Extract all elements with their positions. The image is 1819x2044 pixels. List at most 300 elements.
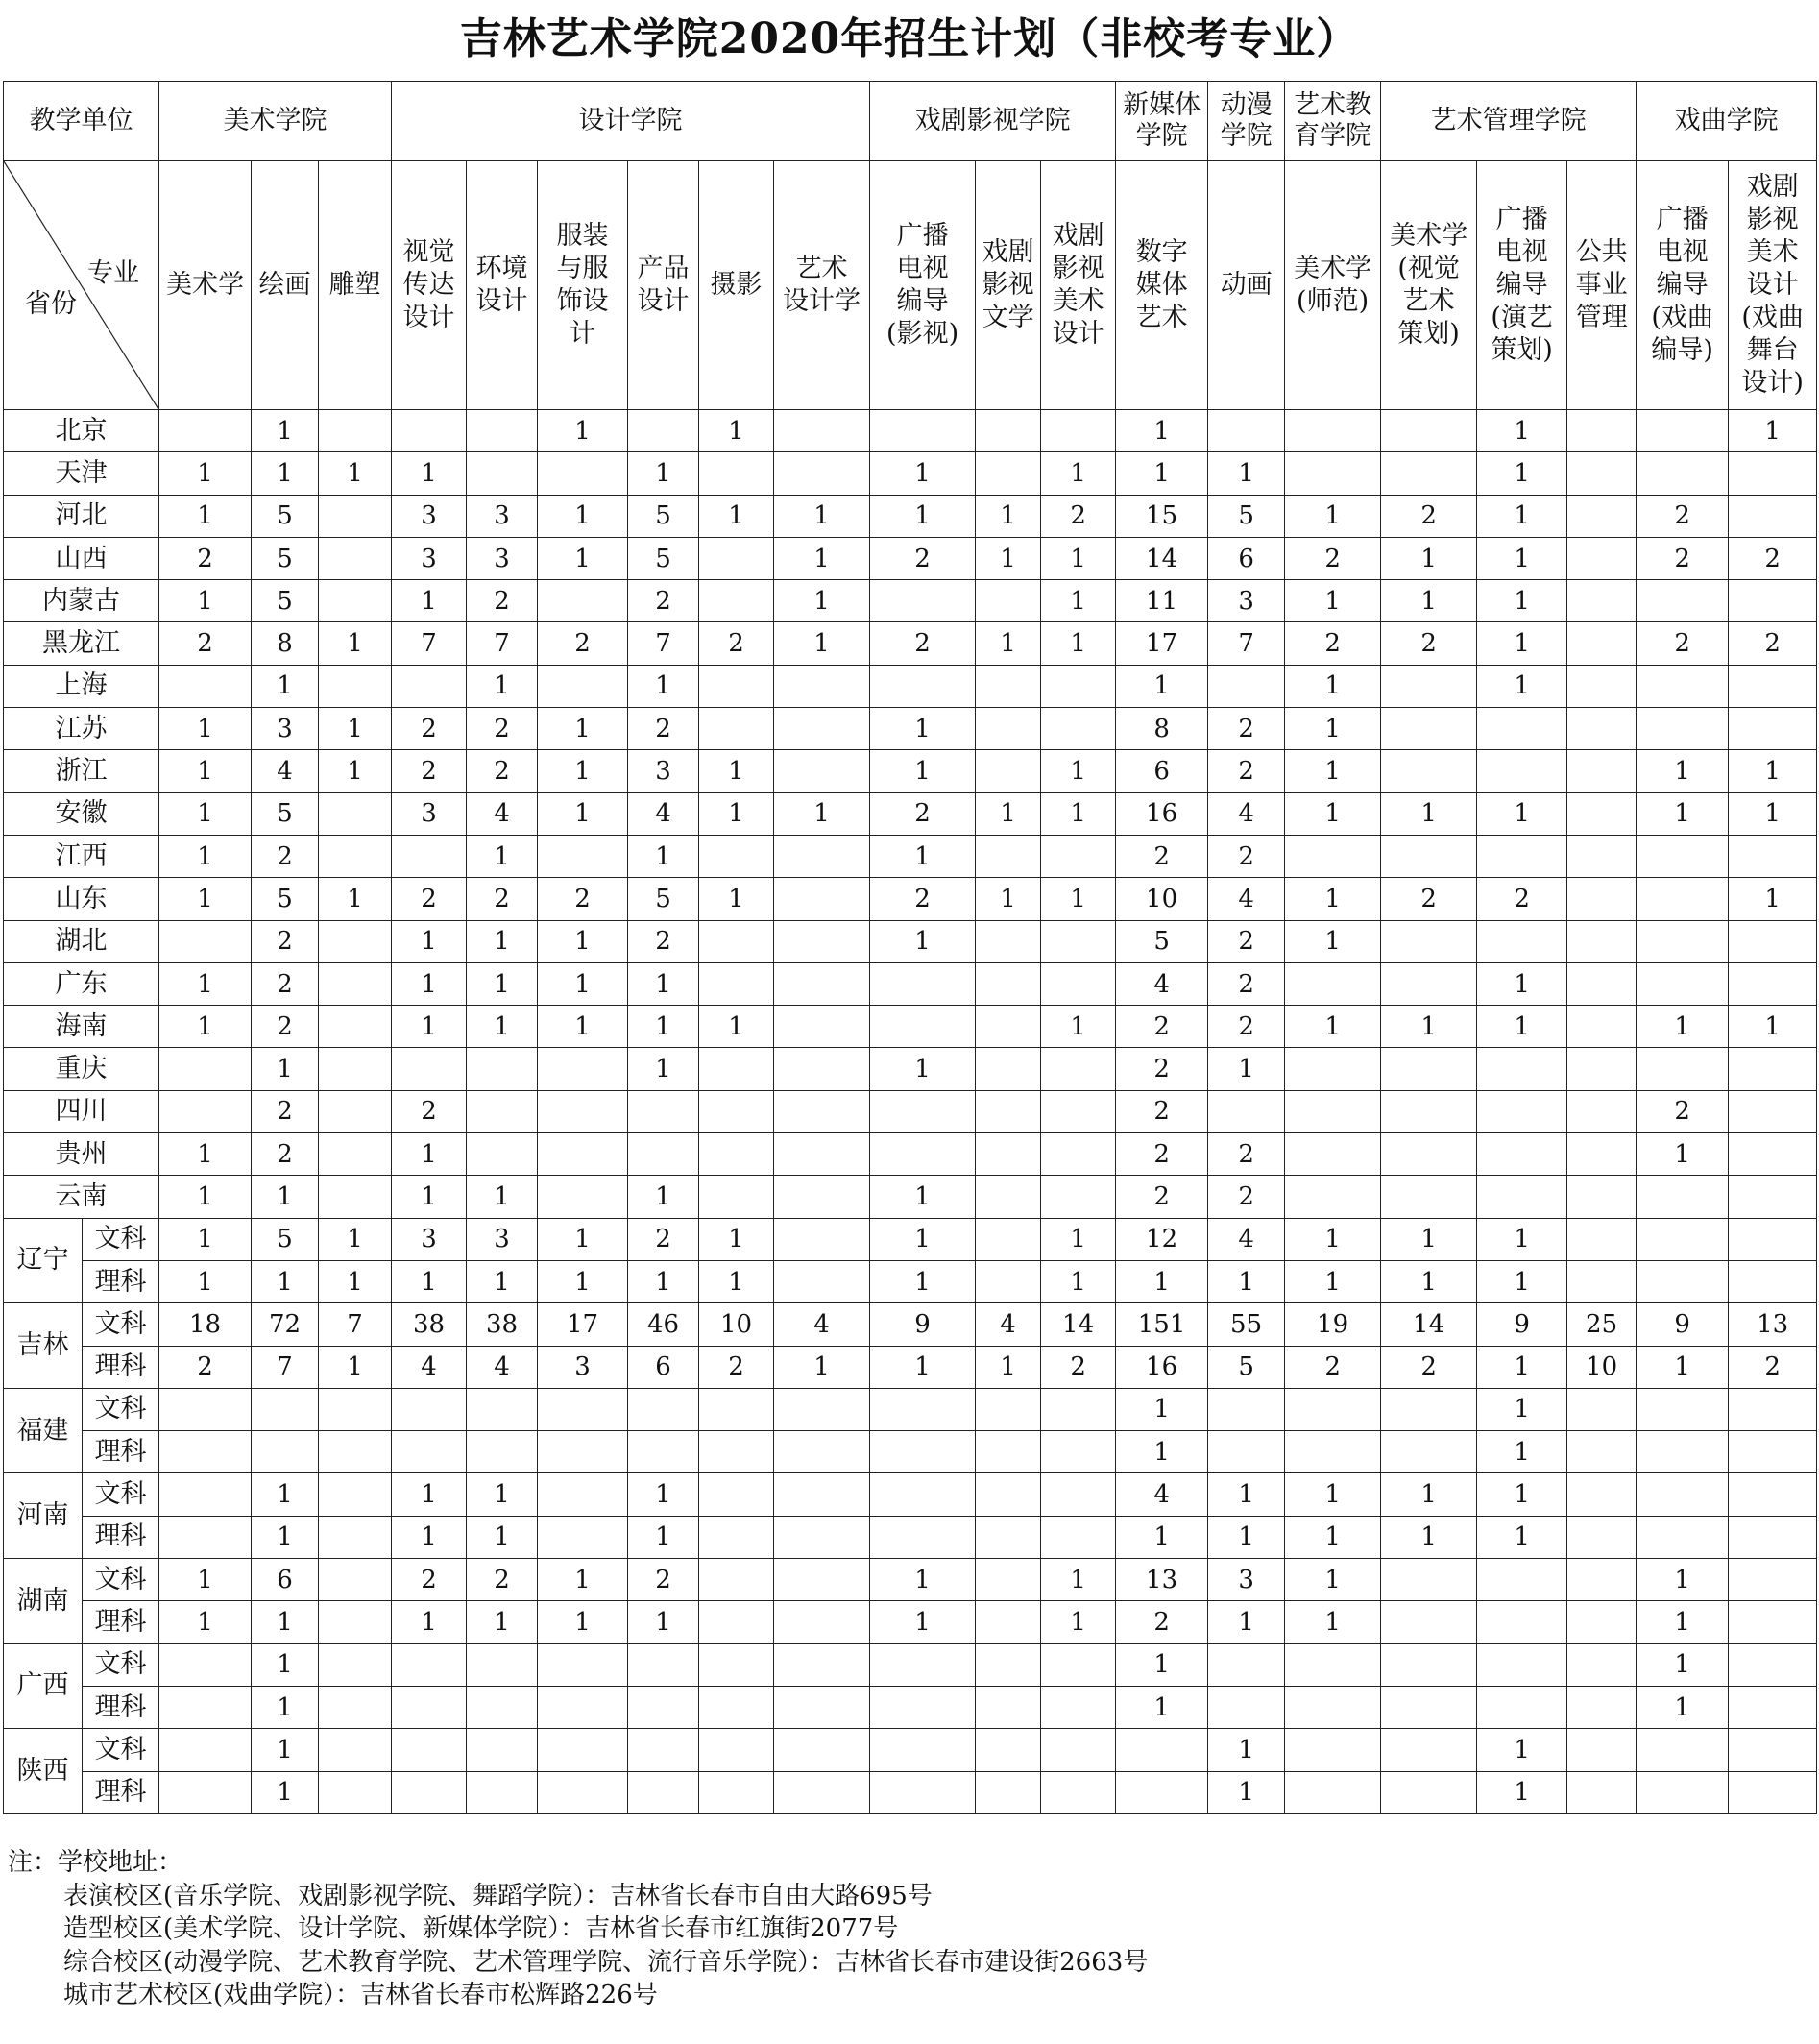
quota-cell <box>699 1176 774 1218</box>
quota-cell <box>1381 1176 1477 1218</box>
quota-cell: 1 <box>319 708 392 750</box>
quota-cell: 3 <box>538 1346 628 1388</box>
quota-cell <box>1637 410 1729 452</box>
quota-cell <box>1729 1048 1817 1090</box>
quota-cell: 1 <box>319 878 392 920</box>
college-header: 戏曲学院 <box>1637 82 1817 161</box>
quota-cell <box>1285 1048 1381 1090</box>
province-row <box>4 1006 1817 1048</box>
province-name: 四川 <box>4 1090 159 1132</box>
quota-cell <box>976 1048 1041 1090</box>
quota-cell <box>1729 1431 1817 1473</box>
quota-cell <box>1567 750 1637 792</box>
quota-cell <box>699 1133 774 1176</box>
quota-cell: 1 <box>1381 1006 1477 1048</box>
quota-cell <box>1729 920 1817 962</box>
quota-cell <box>870 1771 976 1813</box>
quota-cell: 3 <box>1208 580 1285 622</box>
quota-cell: 6 <box>252 1559 319 1601</box>
province-name: 辽宁 <box>4 1218 83 1303</box>
quota-cell: 1 <box>467 962 538 1005</box>
quota-cell: 1 <box>1285 878 1381 920</box>
quota-cell <box>774 1006 870 1048</box>
province-row <box>4 792 1817 835</box>
quota-cell <box>774 1048 870 1090</box>
province-name: 湖北 <box>4 920 159 962</box>
quota-cell <box>1208 1431 1285 1473</box>
quota-cell: 1 <box>1208 1771 1285 1813</box>
quota-cell <box>1567 1601 1637 1643</box>
quota-cell <box>870 410 976 452</box>
quota-cell <box>538 1090 628 1132</box>
quota-cell <box>467 1643 538 1686</box>
quota-cell <box>1567 410 1637 452</box>
quota-cell: 1 <box>392 1516 467 1558</box>
quota-cell: 1 <box>538 495 628 537</box>
quota-cell <box>1381 835 1477 877</box>
quota-cell <box>159 1431 252 1473</box>
quota-cell: 1 <box>870 1260 976 1302</box>
quota-cell <box>1381 452 1477 495</box>
quota-cell: 1 <box>467 920 538 962</box>
quota-cell <box>976 920 1041 962</box>
quota-cell <box>319 1388 392 1430</box>
quota-cell: 1 <box>1208 1048 1285 1090</box>
quota-cell <box>699 920 774 962</box>
quota-cell <box>628 1388 699 1430</box>
college-header: 设计学院 <box>392 82 870 161</box>
quota-cell: 1 <box>159 1601 252 1643</box>
quota-cell <box>1567 1090 1637 1132</box>
quota-cell: 1 <box>1116 1431 1208 1473</box>
quota-cell <box>870 1090 976 1132</box>
quota-cell <box>1381 1133 1477 1176</box>
quota-cell <box>1567 1559 1637 1601</box>
quota-cell <box>1381 708 1477 750</box>
quota-cell: 1 <box>870 1601 976 1643</box>
major-header: 戏剧 影视 美术 设计 (戏曲 舞台 设计) <box>1729 161 1817 410</box>
quota-cell: 1 <box>1477 537 1567 579</box>
campus-address-line: 造型校区(美术学院、设计学院、新媒体学院）：吉林省长春市红旗街2077号 <box>63 1914 899 1943</box>
province-name: 吉林 <box>4 1303 83 1389</box>
major-header: 数字 媒体 艺术 <box>1116 161 1208 410</box>
province-name: 湖南 <box>4 1559 83 1644</box>
quota-cell: 2 <box>1477 878 1567 920</box>
quota-cell: 1 <box>1041 792 1116 835</box>
quota-cell: 2 <box>252 962 319 1005</box>
quota-cell <box>1477 920 1567 962</box>
quota-cell: 1 <box>976 792 1041 835</box>
quota-cell: 1 <box>870 495 976 537</box>
province-name: 陕西 <box>4 1729 83 1814</box>
province-name: 上海 <box>4 665 159 707</box>
quota-cell: 25 <box>1567 1303 1637 1346</box>
quota-cell <box>628 1431 699 1473</box>
quota-cell: 11 <box>1116 580 1208 622</box>
quota-cell: 6 <box>1116 750 1208 792</box>
quota-cell <box>1567 878 1637 920</box>
quota-cell: 1 <box>699 792 774 835</box>
quota-cell: 2 <box>699 622 774 665</box>
quota-cell: 1 <box>1041 537 1116 579</box>
quota-cell <box>976 1388 1041 1430</box>
province-name: 福建 <box>4 1388 83 1473</box>
quota-cell <box>159 1473 252 1516</box>
quota-cell <box>976 1431 1041 1473</box>
major-header: 产品 设计 <box>628 161 699 410</box>
quota-cell: 1 <box>319 1218 392 1260</box>
quota-cell <box>774 1516 870 1558</box>
quota-cell: 5 <box>628 878 699 920</box>
quota-cell: 4 <box>252 750 319 792</box>
major-header: 视觉 传达 设计 <box>392 161 467 410</box>
quota-cell: 1 <box>159 878 252 920</box>
quota-cell: 2 <box>1729 1346 1817 1388</box>
quota-cell <box>1729 495 1817 537</box>
quota-cell <box>319 920 392 962</box>
track-label: 理科 <box>83 1771 159 1813</box>
province-row <box>4 835 1817 877</box>
quota-cell <box>159 1771 252 1813</box>
quota-cell: 6 <box>628 1346 699 1388</box>
quota-cell: 1 <box>538 708 628 750</box>
quota-cell: 1 <box>1477 1729 1567 1771</box>
quota-cell <box>467 1771 538 1813</box>
quota-cell <box>1567 835 1637 877</box>
quota-cell: 1 <box>538 537 628 579</box>
quota-cell: 1 <box>1477 1516 1567 1558</box>
quota-cell <box>774 1473 870 1516</box>
quota-cell <box>1041 1643 1116 1686</box>
quota-cell <box>628 1729 699 1771</box>
quota-cell <box>1567 1006 1637 1048</box>
quota-cell: 3 <box>467 1218 538 1260</box>
quota-cell <box>538 1048 628 1090</box>
track-label: 理科 <box>83 1601 159 1643</box>
quota-cell <box>774 452 870 495</box>
quota-cell: 2 <box>467 708 538 750</box>
quota-cell: 2 <box>1116 835 1208 877</box>
college-header: 艺术教 育学院 <box>1285 82 1381 161</box>
quota-cell <box>1381 1048 1477 1090</box>
quota-cell <box>1567 665 1637 707</box>
quota-cell: 1 <box>1637 1601 1729 1643</box>
major-header: 广播 电视 编导 (演艺 策划) <box>1477 161 1567 410</box>
quota-cell: 1 <box>1477 665 1567 707</box>
quota-cell: 1 <box>1116 1516 1208 1558</box>
quota-cell: 1 <box>1477 622 1567 665</box>
province-row <box>4 878 1817 920</box>
quota-cell <box>699 537 774 579</box>
quota-cell: 5 <box>1208 495 1285 537</box>
quota-cell <box>392 1686 467 1728</box>
quota-cell <box>1729 452 1817 495</box>
quota-cell: 2 <box>1729 537 1817 579</box>
quota-cell <box>1567 962 1637 1005</box>
quota-cell <box>1041 920 1116 962</box>
quota-cell <box>870 1473 976 1516</box>
quota-cell <box>774 708 870 750</box>
quota-cell: 1 <box>1477 495 1567 537</box>
quota-cell <box>467 1090 538 1132</box>
province-row <box>4 1260 1817 1302</box>
quota-cell <box>1729 1176 1817 1218</box>
quota-cell <box>319 1771 392 1813</box>
quota-cell: 2 <box>1208 1006 1285 1048</box>
quota-cell <box>774 1729 870 1771</box>
quota-cell: 1 <box>699 1218 774 1260</box>
quota-cell <box>1567 1643 1637 1686</box>
quota-cell <box>1729 1090 1817 1132</box>
quota-cell: 1 <box>1729 750 1817 792</box>
quota-cell <box>774 1686 870 1728</box>
quota-cell: 1 <box>699 495 774 537</box>
quota-cell: 1 <box>699 878 774 920</box>
quota-cell <box>699 1643 774 1686</box>
quota-cell: 1 <box>1041 1559 1116 1601</box>
quota-cell: 1 <box>1116 452 1208 495</box>
quota-cell: 1 <box>774 792 870 835</box>
quota-cell <box>699 1516 774 1558</box>
quota-cell <box>538 580 628 622</box>
quota-cell <box>870 1006 976 1048</box>
quota-cell <box>1729 1473 1817 1516</box>
quota-cell <box>628 1771 699 1813</box>
quota-cell: 5 <box>252 1218 319 1260</box>
quota-cell <box>1285 962 1381 1005</box>
quota-cell: 1 <box>774 537 870 579</box>
quota-cell <box>319 1601 392 1643</box>
quota-cell: 3 <box>467 537 538 579</box>
quota-cell <box>976 1090 1041 1132</box>
quota-cell <box>1381 1601 1477 1643</box>
province-row <box>4 750 1817 792</box>
quota-cell <box>1567 708 1637 750</box>
quota-cell: 1 <box>774 622 870 665</box>
quota-cell: 3 <box>392 1218 467 1260</box>
quota-cell <box>1567 452 1637 495</box>
quota-cell: 1 <box>870 750 976 792</box>
quota-cell: 1 <box>699 410 774 452</box>
province-name: 广东 <box>4 962 159 1005</box>
quota-cell: 1 <box>1381 1260 1477 1302</box>
quota-cell <box>1729 1643 1817 1686</box>
quota-cell: 1 <box>870 1218 976 1260</box>
quota-cell: 5 <box>1208 1346 1285 1388</box>
quota-cell <box>392 1643 467 1686</box>
quota-cell: 1 <box>159 580 252 622</box>
quota-cell <box>319 1431 392 1473</box>
quota-cell <box>319 1176 392 1218</box>
quota-cell: 1 <box>976 622 1041 665</box>
quota-cell <box>159 1388 252 1430</box>
quota-cell: 1 <box>628 1048 699 1090</box>
quota-cell: 5 <box>628 537 699 579</box>
quota-cell <box>1381 1643 1477 1686</box>
quota-cell <box>1285 1771 1381 1813</box>
quota-cell: 1 <box>319 452 392 495</box>
quota-cell: 1 <box>1116 665 1208 707</box>
quota-cell <box>1567 1218 1637 1260</box>
track-label: 文科 <box>83 1643 159 1686</box>
quota-cell <box>1729 835 1817 877</box>
quota-cell: 2 <box>870 878 976 920</box>
quota-cell <box>976 580 1041 622</box>
quota-cell <box>1041 708 1116 750</box>
quota-cell <box>319 1729 392 1771</box>
quota-cell <box>319 1686 392 1728</box>
track-label: 理科 <box>83 1431 159 1473</box>
quota-cell <box>1477 1686 1567 1728</box>
province-name: 山西 <box>4 537 159 579</box>
quota-cell: 5 <box>1116 920 1208 962</box>
quota-cell <box>976 1176 1041 1218</box>
quota-cell: 16 <box>1116 792 1208 835</box>
quota-cell: 3 <box>392 495 467 537</box>
quota-cell: 1 <box>1637 1643 1729 1686</box>
quota-cell: 1 <box>319 1346 392 1388</box>
quota-cell <box>1567 1388 1637 1430</box>
quota-cell <box>699 452 774 495</box>
quota-cell: 1 <box>392 1006 467 1048</box>
province-name: 天津 <box>4 452 159 495</box>
quota-cell: 2 <box>252 1006 319 1048</box>
quota-cell: 1 <box>392 1473 467 1516</box>
quota-cell: 1 <box>870 1176 976 1218</box>
quota-cell <box>1729 1686 1817 1728</box>
quota-cell: 1 <box>870 708 976 750</box>
quota-cell: 1 <box>1381 1516 1477 1558</box>
quota-cell: 1 <box>252 1686 319 1728</box>
college-header: 新媒体 学院 <box>1116 82 1208 161</box>
quota-cell <box>1637 1048 1729 1090</box>
quota-cell: 1 <box>538 1218 628 1260</box>
quota-cell: 2 <box>1381 495 1477 537</box>
quota-cell: 5 <box>252 537 319 579</box>
address-notes <box>8 1846 1813 2012</box>
quota-cell: 8 <box>1116 708 1208 750</box>
quota-cell <box>774 1090 870 1132</box>
quota-cell: 1 <box>538 750 628 792</box>
quota-cell: 1 <box>774 580 870 622</box>
province-row <box>4 1048 1817 1090</box>
quota-cell <box>1116 1771 1208 1813</box>
quota-cell <box>1637 1260 1729 1302</box>
quota-cell: 1 <box>467 665 538 707</box>
quota-cell: 2 <box>1208 962 1285 1005</box>
quota-cell <box>392 1771 467 1813</box>
quota-cell: 1 <box>1381 792 1477 835</box>
quota-cell <box>538 835 628 877</box>
quota-cell <box>1041 835 1116 877</box>
quota-cell <box>699 708 774 750</box>
quota-cell: 1 <box>252 665 319 707</box>
quota-cell: 1 <box>628 1601 699 1643</box>
quota-cell: 1 <box>1041 750 1116 792</box>
quota-cell: 8 <box>252 622 319 665</box>
quota-cell <box>1729 1388 1817 1430</box>
quota-cell: 2 <box>1041 1346 1116 1388</box>
quota-cell <box>628 1133 699 1176</box>
quota-cell <box>392 410 467 452</box>
quota-cell: 1 <box>1208 1260 1285 1302</box>
quota-cell <box>1729 1729 1817 1771</box>
quota-cell: 1 <box>467 1516 538 1558</box>
quota-cell <box>1285 835 1381 877</box>
quota-cell <box>976 665 1041 707</box>
quota-cell <box>1477 750 1567 792</box>
quota-cell: 1 <box>467 1601 538 1643</box>
quota-cell <box>976 1260 1041 1302</box>
quota-cell <box>1477 1176 1567 1218</box>
quota-cell: 1 <box>1381 580 1477 622</box>
major-province-corner <box>4 161 159 410</box>
province-row <box>4 1303 1817 1346</box>
quota-cell <box>467 1431 538 1473</box>
quota-cell: 7 <box>319 1303 392 1346</box>
quota-cell: 1 <box>467 1473 538 1516</box>
quota-cell <box>1637 665 1729 707</box>
quota-cell: 10 <box>1116 878 1208 920</box>
quota-cell <box>1477 1643 1567 1686</box>
quota-cell <box>1637 1473 1729 1516</box>
quota-cell <box>976 1516 1041 1558</box>
quota-cell: 4 <box>392 1346 467 1388</box>
quota-cell <box>976 1601 1041 1643</box>
track-label: 文科 <box>83 1473 159 1516</box>
quota-cell <box>1729 1559 1817 1601</box>
quota-cell: 1 <box>1285 1260 1381 1302</box>
province-name: 海南 <box>4 1006 159 1048</box>
quota-cell <box>976 1729 1041 1771</box>
quota-cell: 9 <box>1637 1303 1729 1346</box>
quota-cell: 2 <box>252 920 319 962</box>
quota-cell <box>1381 1729 1477 1771</box>
quota-cell: 1 <box>467 1260 538 1302</box>
quota-cell <box>1637 1218 1729 1260</box>
quota-cell <box>1041 410 1116 452</box>
quota-cell <box>1208 1388 1285 1430</box>
quota-cell: 1 <box>628 1260 699 1302</box>
track-label: 理科 <box>83 1516 159 1558</box>
teaching-unit-header: 教学单位 <box>4 82 159 161</box>
quota-cell <box>1285 452 1381 495</box>
quota-cell: 1 <box>1637 1686 1729 1728</box>
quota-cell <box>1729 1133 1817 1176</box>
province-row <box>4 1559 1817 1601</box>
quota-cell <box>1285 1729 1381 1771</box>
quota-cell <box>319 1473 392 1516</box>
quota-cell <box>774 962 870 1005</box>
province-name: 重庆 <box>4 1048 159 1090</box>
quota-cell <box>1477 1090 1567 1132</box>
quota-cell: 1 <box>1208 1473 1285 1516</box>
quota-cell: 2 <box>392 1090 467 1132</box>
province-row <box>4 1346 1817 1388</box>
major-header: 美术学 <box>159 161 252 410</box>
quota-cell: 5 <box>628 495 699 537</box>
quota-cell: 1 <box>1477 1346 1567 1388</box>
quota-cell <box>319 1048 392 1090</box>
quota-cell: 15 <box>1116 495 1208 537</box>
major-header: 服装 与服 饰设 计 <box>538 161 628 410</box>
quota-cell: 1 <box>1285 792 1381 835</box>
quota-cell <box>976 708 1041 750</box>
quota-cell <box>159 410 252 452</box>
quota-cell <box>159 1643 252 1686</box>
quota-cell <box>1729 1516 1817 1558</box>
quota-cell <box>1116 1729 1208 1771</box>
